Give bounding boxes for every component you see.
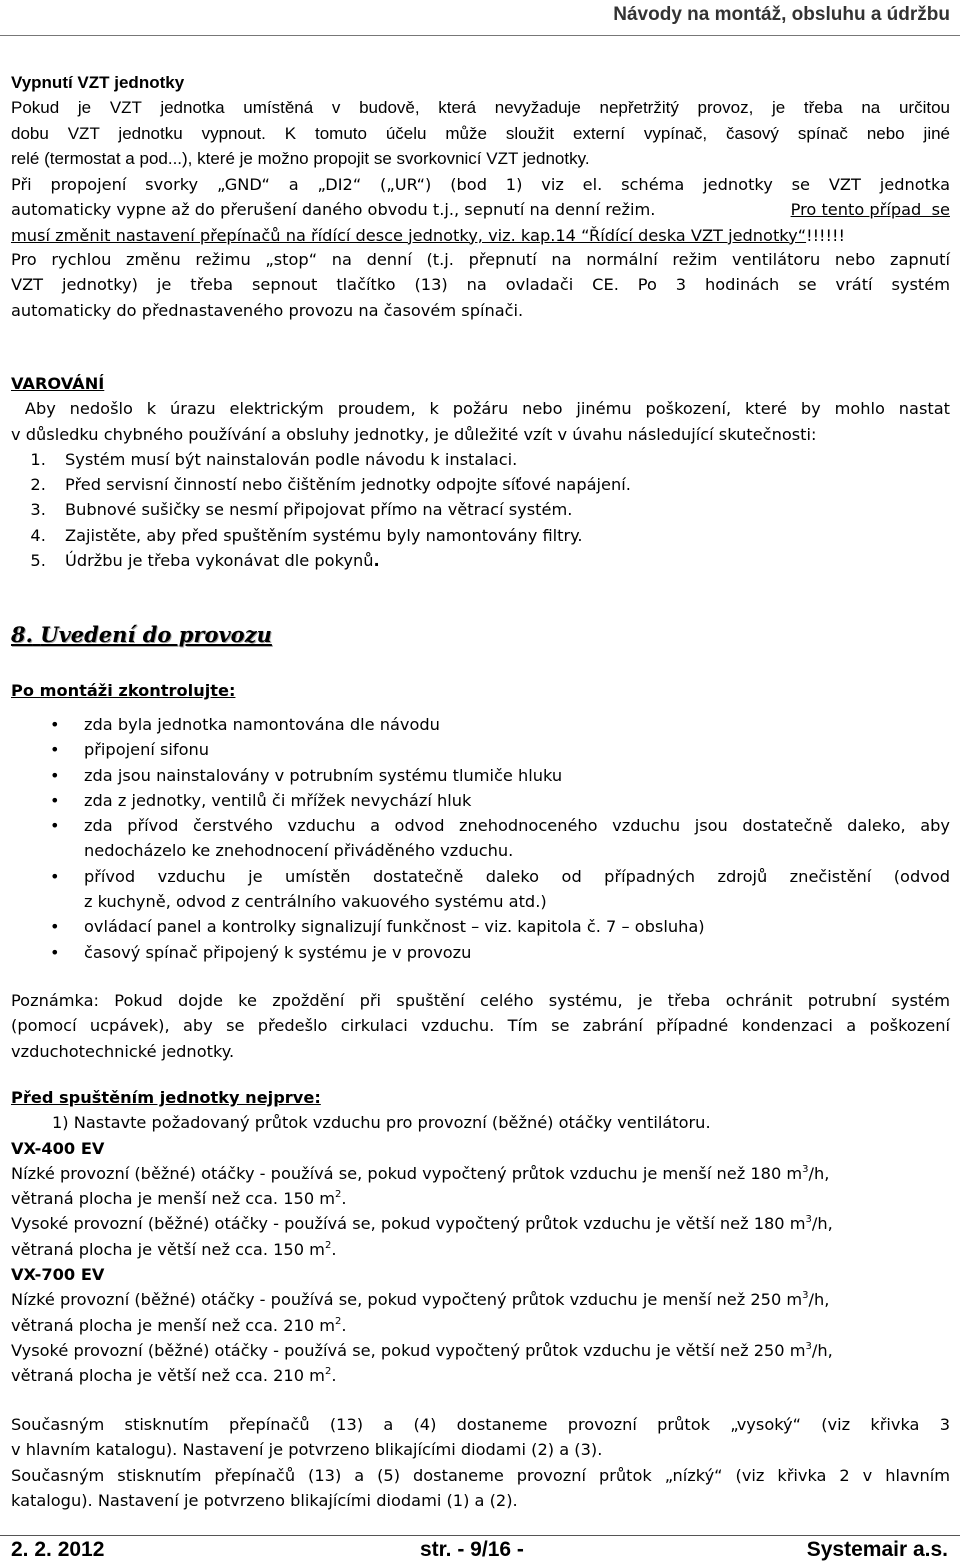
warning-section bbox=[11, 371, 950, 573]
note-line: Poznámka: Pokud dojde ke zpoždění při spuštění celého systému, je třeba ochránit potrubní systém bbox=[11, 991, 950, 1010]
unit-high-line2: větraná plocha je větší než cca. 150 $m^2$. bbox=[11, 1239, 337, 1259]
footer-page-number: str. - 9/16 - bbox=[420, 1538, 524, 1561]
closing-line: Současným stisknutím přepínačů (13) a (4) dostaneme provozní průtok „vysoký“ (viz křivka 3 bbox=[11, 1415, 950, 1434]
section-off-line: dobu VZT jednotku vypnout. K tomuto účelu může sloužit externí vypínač, časový spínač nebo jiné bbox=[11, 123, 950, 143]
warning-list bbox=[11, 447, 950, 573]
section-off-para3 bbox=[11, 247, 950, 323]
warning-intro: v důsledku chybného používání a obsluhy jednotky, je důležité vzít v úvahu následující skutečnosti: bbox=[11, 424, 817, 444]
para2-tail: !!!!!! bbox=[806, 225, 846, 245]
para3-line: automaticky do přednastaveného provozu na časovém spínači. bbox=[11, 300, 524, 320]
check-list-block bbox=[11, 712, 950, 965]
para2-line-row bbox=[11, 197, 950, 222]
check-item-text: přívod vzduchu je umístěn dostatečně daleko od případných zdrojů znečistění (odvod bbox=[84, 866, 950, 886]
check-item-text: zda jsou nainstalovány v potrubním systému tlumiče hluku bbox=[84, 765, 563, 785]
unit-name: VX-400 EV bbox=[11, 1138, 105, 1158]
section-off-line: Pokud je VZT jednotka umístěná v budově, která nevyžaduje nepřetržitý provoz, je třeba na určitou bbox=[11, 98, 950, 118]
header-rule bbox=[0, 35, 960, 36]
para2-line: automaticky vypne až do přerušení daného obvodu t.j., sepnutí na denní režim. bbox=[11, 200, 656, 220]
section-off-line: relé (termostat a pod...), které je možno propojit se svorkovnicí VZT jednotky. bbox=[11, 148, 590, 168]
check-title: Po montáži zkontrolujte: bbox=[11, 681, 236, 700]
check-item bbox=[11, 940, 950, 965]
bullet-icon: • bbox=[50, 765, 60, 785]
section-off bbox=[11, 70, 950, 171]
check-item bbox=[11, 763, 950, 788]
bullet-icon: • bbox=[50, 740, 60, 760]
bullet-icon: • bbox=[50, 790, 60, 810]
before-start-title: Před spuštěním jednotky nejprve: bbox=[11, 1088, 321, 1107]
section8-number: 8. bbox=[11, 622, 33, 647]
section-off-para2 bbox=[11, 172, 950, 248]
warning-intro: Aby nedošlo k úrazu elektrickým proudem, k požáru nebo jinému poškození, které by mohlo nastat bbox=[11, 399, 950, 419]
header-title: Návody na montáž, obsluhu a údržbu bbox=[613, 4, 950, 25]
warning-item: 1. Systém musí být nainstalován podle návodu k instalaci. bbox=[51, 447, 950, 472]
bullet-icon: • bbox=[50, 866, 60, 886]
warning-item: 5. Údržbu je třeba vykonávat dle pokynů. bbox=[51, 548, 950, 573]
check-list bbox=[11, 712, 950, 965]
bullet-icon: • bbox=[50, 816, 60, 836]
closing-line: v hlavním katalogu). Nastavení je potvrzeno blikajícími diodami (2) a (3). bbox=[11, 1440, 603, 1460]
section8-title: Uvedení do provozu bbox=[40, 622, 272, 647]
check-item-text: z kuchyně, odvod z centrálního vakuového systému atd.) bbox=[84, 892, 547, 912]
note-block bbox=[11, 988, 950, 1064]
before-start-section bbox=[11, 1085, 950, 1389]
check-item-text: připojení sifonu bbox=[84, 740, 210, 760]
warning-item: 4. Zajistěte, aby před spuštěním systému byly namontovány filtry. bbox=[51, 523, 950, 548]
check-item-text: nedocházelo ke znehodnocení přiváděného vzduchu. bbox=[84, 841, 514, 861]
check-item-text: zda přívod čerstvého vzduchu a odvod znehodnoceného vzduchu jsou dostatečně daleko, aby bbox=[84, 816, 950, 836]
bullet-icon: • bbox=[50, 917, 60, 937]
check-item bbox=[11, 712, 950, 737]
unit-low-line1: Nízké provozní (běžné) otáčky - používá se, pokud vypočtený průtok vzduchu je menší než 250 $m^3/h$, bbox=[11, 1290, 830, 1310]
warning-item: 2. Před servisní činností nebo čištěním jednotky odpojte síťové napájení. bbox=[51, 472, 950, 497]
closing-line: katalogu). Nastavení je potvrzeno blikajícími diodami (1) a (2). bbox=[11, 1490, 518, 1510]
warning-item: 3. Bubnové sušičky se nesmí připojovat přímo na větrací systém. bbox=[51, 497, 950, 522]
para3-line: Pro rychlou změnu režimu „stop“ na denní (t.j. přepnutí na normální režim ventilátoru nebo zapnutí bbox=[11, 250, 950, 269]
check-item bbox=[11, 914, 950, 939]
para2-link-a[interactable]: Pro tento případ se bbox=[790, 200, 950, 220]
footer-company: Systemair a.s. bbox=[806, 1538, 948, 1561]
check-item-text: ovládací panel a kontrolky signalizují funkčnost – viz. kapitola č. 7 – obsluha) bbox=[84, 917, 705, 937]
para2-link-b[interactable]: musí změnit nastavení přepínačů na řídící desce jednotky, viz. kap.14 “Řídící deska VZT jednotky“ bbox=[11, 225, 807, 245]
closing-block bbox=[11, 1412, 950, 1513]
check-section bbox=[11, 678, 950, 703]
section8-heading bbox=[11, 622, 950, 647]
unit-name: VX-700 EV bbox=[11, 1265, 105, 1285]
bullet-icon: • bbox=[50, 942, 60, 962]
closing-line: Současným stisknutím přepínačů (13) a (5) dostaneme provozní průtok „nízký“ (viz křivka 2 v hlavním bbox=[11, 1465, 950, 1485]
section-off-title: Vypnutí VZT jednotky bbox=[11, 73, 185, 92]
unit-low-line2: větraná plocha je menší než cca. 210 $m^2$. bbox=[11, 1315, 347, 1335]
check-item bbox=[11, 864, 950, 915]
unit-low-line1: Nízké provozní (běžné) otáčky - používá se, pokud vypočtený průtok vzduchu je menší než 180 $m^3/h$, bbox=[11, 1163, 830, 1183]
unit-high-line2: větraná plocha je větší než cca. 210 $m^2$. bbox=[11, 1366, 337, 1386]
unit-high-line1: Vysoké provozní (běžné) otáčky - používá se, pokud vypočtený průtok vzduchu je větší než 180 $m^3/h$, bbox=[11, 1214, 833, 1234]
unit-low-line2: větraná plocha je menší než cca. 150 $m^2$. bbox=[11, 1189, 347, 1209]
check-item-text: zda z jednotky, ventilů či mřížek nevychází hluk bbox=[84, 790, 472, 810]
note-line: (pomocí ucpávek), aby se předešlo cirkulaci vzduchu. Tím se zabrání případné kondenzaci a poškození bbox=[11, 1016, 950, 1036]
footer-date: 2. 2. 2012 bbox=[11, 1538, 105, 1561]
before-start-step1: 1) Nastavte požadovaný průtok vzduchu pro provozní (běžné) otáčky ventilátoru. bbox=[52, 1113, 711, 1133]
para2-line: Při propojení svorky „GND“ a „DI2“ („UR“) (bod 1) viz el. schéma jednotky se VZT jednotka bbox=[11, 175, 950, 194]
footer-rule bbox=[0, 1535, 960, 1536]
para3-line: VZT jednotky) je třeba sepnout tlačítko (13) na ovladači CE. Po 3 hodinách se vrátí systém bbox=[11, 275, 950, 295]
unit-high-line1: Vysoké provozní (běžné) otáčky - používá se, pokud vypočtený průtok vzduchu je větší než 250 $m^3/h$, bbox=[11, 1340, 833, 1360]
check-item bbox=[11, 813, 950, 864]
check-item bbox=[11, 737, 950, 762]
bullet-icon: • bbox=[50, 715, 60, 734]
check-item bbox=[11, 788, 950, 813]
warning-title: VAROVÁNÍ bbox=[11, 374, 105, 393]
check-item-text: časový spínač připojený k systému je v provozu bbox=[84, 942, 472, 962]
check-item-text: zda byla jednotka namontována dle návodu bbox=[84, 715, 440, 734]
note-line: vzduchotechnické jednotky. bbox=[11, 1041, 235, 1061]
